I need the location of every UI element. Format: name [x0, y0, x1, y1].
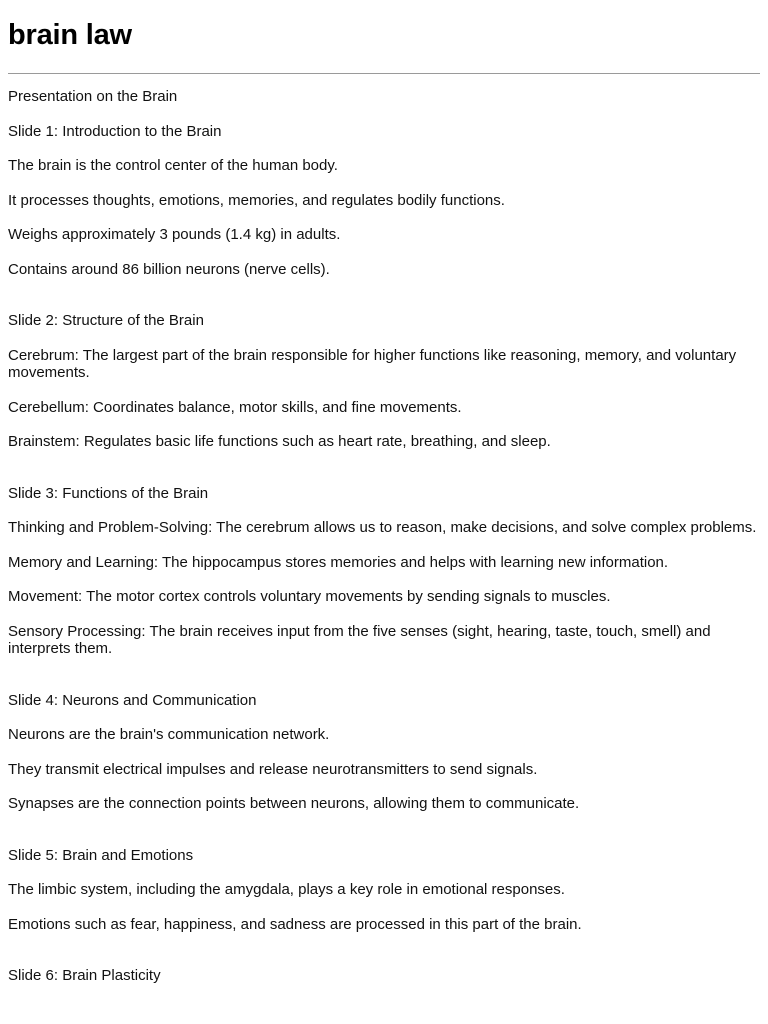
section-spacer — [8, 675, 760, 692]
paragraph: Neurons are the brain's communication network. — [8, 726, 330, 743]
section-spacer — [8, 830, 760, 847]
paragraph: Thinking and Problem-Solving: The cerebrum allows us to reason, make decisions, and solve complex problems. — [8, 519, 757, 536]
paragraph: The limbic system, including the amygdala, plays a key role in emotional responses. — [8, 881, 565, 898]
paragraph: Movement: The motor cortex controls voluntary movements by sending signals to muscles. — [8, 588, 611, 605]
paragraph: Memory and Learning: The hippocampus stores memories and helps with learning new information. — [8, 553, 669, 571]
slide-heading: Slide 5: Brain and Emotions — [8, 846, 194, 864]
section-spacer — [8, 295, 760, 312]
slide-heading: Slide 6: Brain Plasticity — [8, 967, 161, 984]
paragraph: Presentation on the Brain — [8, 88, 178, 105]
paragraph: Cerebellum: Coordinates balance, motor skills, and fine movements. — [8, 398, 462, 416]
paragraph: Sensory Processing: The brain receives input from the five senses (sight, hearing, taste, touch, smell) and interprets them. — [8, 622, 711, 657]
paragraph: Weighs approximately 3 pounds (1.4 kg) in adults. — [8, 226, 341, 243]
slide-heading: Slide 4: Neurons and Communication — [8, 691, 257, 709]
document-body — [8, 74, 760, 985]
section-spacer — [8, 468, 760, 485]
slide-heading: Slide 2: Structure of the Brain — [8, 312, 204, 329]
section-spacer — [8, 950, 760, 967]
paragraph: The brain is the control center of the human body. — [8, 157, 338, 174]
slide-heading: Slide 1: Introduction to the Brain — [8, 122, 222, 140]
paragraph: Synapses are the connection points between neurons, allowing them to communicate. — [8, 795, 580, 812]
paragraph: Emotions such as fear, happiness, and sadness are processed in this part of the brain. — [8, 915, 582, 933]
document-title: brain law — [8, 19, 132, 51]
paragraph: They transmit electrical impulses and release neurotransmitters to send signals. — [8, 760, 538, 778]
paragraph: Brainstem: Regulates basic life functions such as heart rate, breathing, and sleep. — [8, 433, 551, 450]
paragraph: It processes thoughts, emotions, memories, and regulates bodily functions. — [8, 191, 505, 209]
paragraph: Contains around 86 billion neurons (nerve cells). — [8, 260, 330, 278]
slide-heading: Slide 3: Functions of the Brain — [8, 484, 209, 502]
paragraph: Cerebrum: The largest part of the brain responsible for higher functions like reasoning, memory, and voluntary movements. — [8, 346, 737, 381]
